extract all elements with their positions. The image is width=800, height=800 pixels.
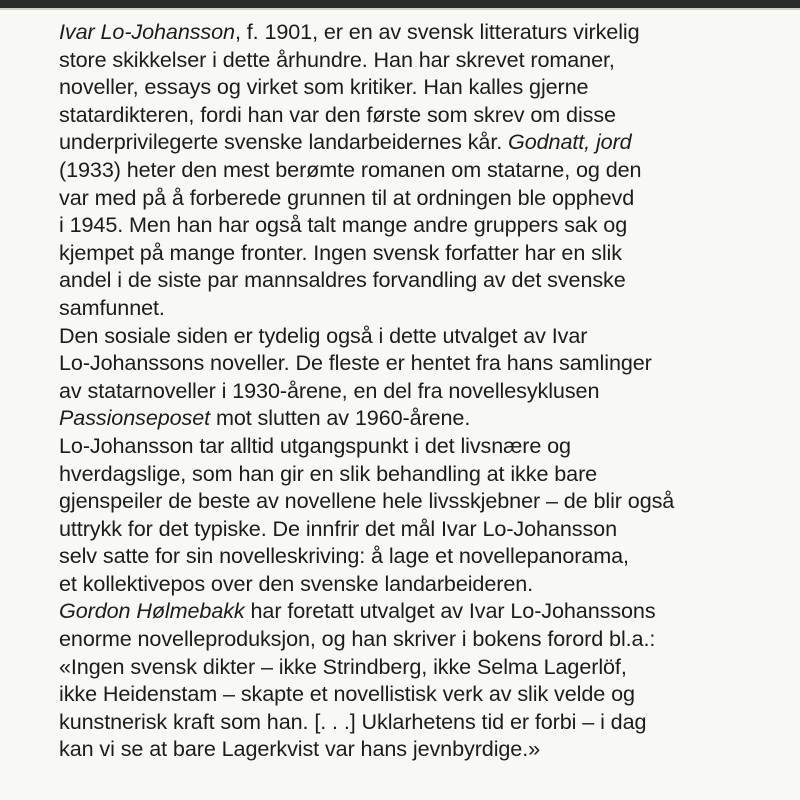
text-line: statardikteren, fordi han var den første som skrev om disse	[59, 101, 616, 127]
text-line: andel i de siste par mannsaldres forvandling av det svenske	[59, 267, 626, 293]
text-line: noveller, essays og virket som kritiker. Han kalles gjerne	[59, 74, 589, 100]
text-line: store skikkelser i dette århundre. Han har skrevet romaner,	[59, 46, 615, 72]
text-line: (1933) heter den mest berømte romanen om statarne, og den	[59, 156, 642, 182]
text-line: i 1945. Men han har også talt mange andre gruppers sak og	[59, 212, 628, 238]
text-line: av statarnoveller i 1930-årene, en del fra novellesyklusen	[59, 377, 600, 403]
text-line: Ivar Lo-Johansson, f. 1901, er en av svensk litteraturs virkelig	[59, 19, 640, 44]
text-line: hverdagslige, som han gir en slik behandling at ikke bare	[59, 460, 598, 486]
top-border-shadow	[0, 8, 800, 10]
text-line: samfunnet.	[59, 294, 165, 320]
text-line: underprivilegerte svenske landarbeidernes kår. Godnatt, jord	[59, 129, 632, 155]
top-border	[0, 0, 800, 8]
text-line: kan vi se at bare Lagerkvist var hans jevnbyrdige.»	[59, 736, 541, 762]
text-line: Den sosiale siden er tydelig også i dette utvalget av Ivar	[59, 322, 588, 348]
text-line: var med på å forberede grunnen til at ordningen ble opphevd	[59, 184, 635, 210]
text-line: kjempet på mange fronter. Ingen svensk forfatter har en slik	[59, 239, 622, 265]
text-line: gjenspeiler de beste av novellene hele livsskjebner – de blir også	[59, 488, 675, 514]
text-line: «Ingen svensk dikter – ikke Strindberg, ikke Selma Lagerlöf,	[59, 653, 627, 679]
text-line: Lo-Johansson tar alltid utgangspunkt i det livsnære og	[59, 432, 571, 458]
text-line: Passionseposet mot slutten av 1960-årene.	[59, 405, 471, 431]
blurb-text	[59, 18, 749, 763]
text-line: kunstnerisk kraft som han. [. . .] Uklarhetens tid er forbi – i dag	[59, 708, 647, 734]
text-line: et kollektivepos over den svenske landarbeideren.	[59, 570, 534, 596]
text-line: enorme novelleproduksjon, og han skriver i bokens forord bl.a.:	[59, 626, 656, 652]
text-line: selv satte for sin novelleskriving: å lage et novellepanorama,	[59, 543, 629, 569]
text-line: Lo-Johanssons noveller. De fleste er hentet fra hans samlinger	[59, 350, 652, 376]
text-line: Gordon Hølmebakk har foretatt utvalget av Ivar Lo-Johanssons	[59, 598, 656, 624]
text-line: uttrykk for det typiske. De innfrir det mål Ivar Lo-Johansson	[59, 515, 617, 541]
text-line: ikke Heidenstam – skapte et novellistisk verk av slik velde og	[59, 681, 635, 707]
